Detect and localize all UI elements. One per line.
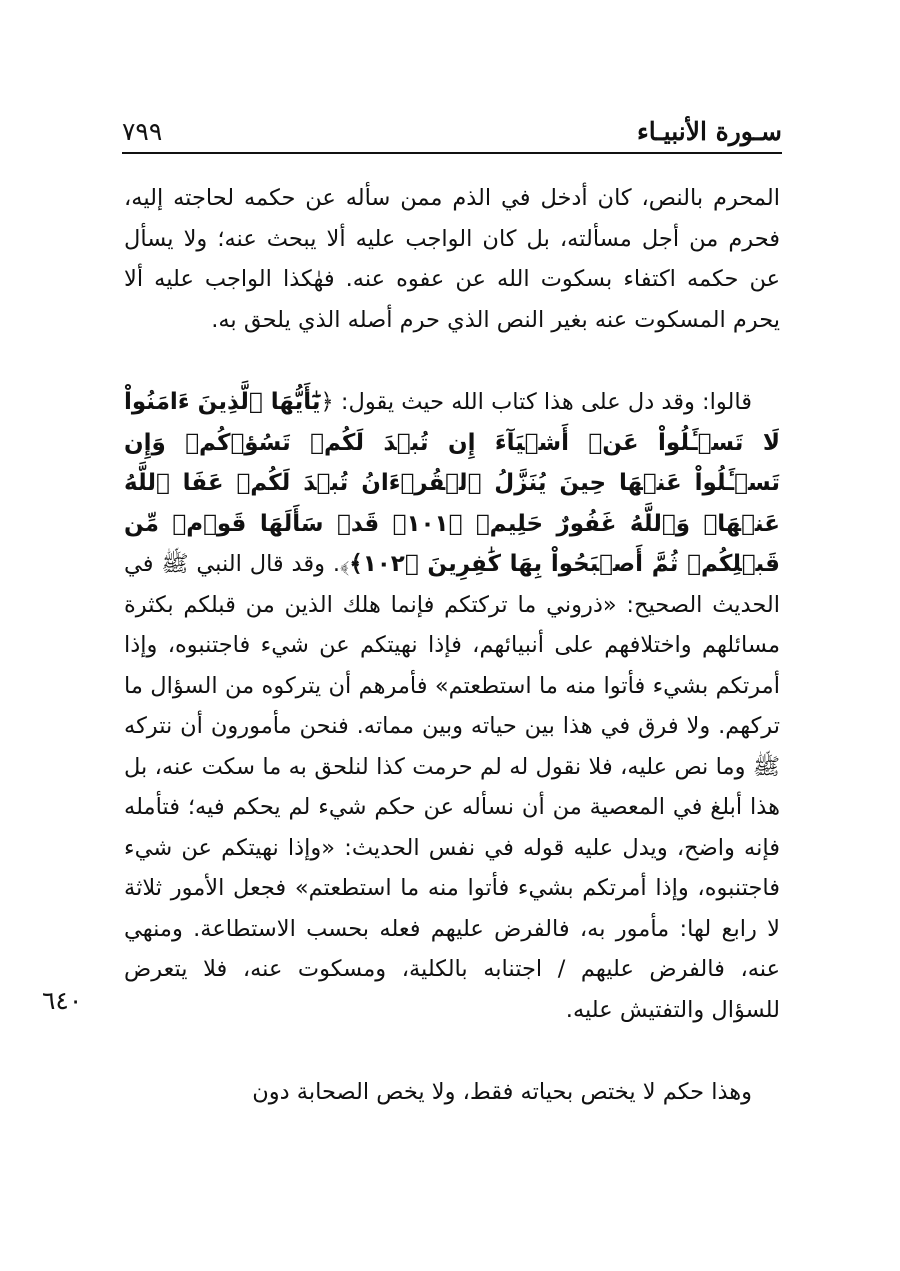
page-header [122,108,782,154]
paragraph-1: المحرم بالنص، كان أدخل في الذم ممن سأله عن حكمه لحاجته إليه، فحرم من أجل مسألته، بل كان الواجب عليه ألا يبحث عنه؛ ولا يسأل عن حكمه اكتفاء بسكوت الله عن عفوه عنه. فهٰكذا الواجب عليه ألا يحرم المسكوت عنه بغير النص الذي حرم أصله الذي يلحق به. [124,185,780,333]
quran-verse: يَٰٓأَيُّهَا ٱلَّذِينَ ءَامَنُواْ لَا تَسۡـَٔلُواْ عَنۡ أَشۡيَآءَ إِن تُبۡدَ لَكُمۡ تَسُؤۡكُمۡ وَإِن تَسۡـَٔلُواْ عَنۡهَا حِينَ يُنَزَّلُ ٱلۡقُرۡءَانُ تُبۡدَ لَكُمۡ عَفَا ٱللَّهُ عَنۡهَاۗ وَٱللَّهُ غَفُورٌ حَلِيمٞ ﴿١٠١﴾ قَدۡ سَأَلَهَا قَوۡمٞ مِّن قَبۡلِكُمۡ ثُمَّ أَصۡبَحُواْ بِهَا كَٰفِرِينَ ﴿١٠٢﴾ [124,389,780,577]
paragraph-2 [124,382,780,1030]
surah-title: سـورة الأنبيـاء [636,117,782,146]
paragraph-2-rest: ﴾. وقد قال النبي ﷺ في الحديث الصحيح: «ذروني ما تركتكم فإنما هلك الذين من قبلكم بكثرة مسائلهم واختلافهم على أنبيائهم، فإذا نهيتكم عن شيء فاجتنبوه، وإذا أمرتكم بشيء فأتوا منه ما استطعتم» فأمرهم أن يتركوه من السؤال ما تركهم. ولا فرق في هذا بين حياته وبين مماته. فنحن مأمورون أن نتركه ﷺ وما نص عليه، فلا نقول له لم حرمت كذا لنلحق به ما سكت عنه، بل هذا أبلغ في المعصية من أن نسأله عن حكم شيء لم يحكم فيه؛ فتأمله فإنه واضح، ويدل عليه قوله في نفس الحديث: «وإذا نهيتكم عن شيء فاجتنبوه، وإذا أمرتكم بشيء فأتوا منه ما استطعتم» فجعل الأمور ثلاثة لا رابع لها: مأمور به، فالفرض عليهم فعله بحسب الاستطاعة. ومنهي عنه، فالفرض عليهم / اجتنابه بالكلية، ومسكوت عنه، فلا يتعرض للسؤال والتفتيش عليه. [124,551,780,1023]
page-body [124,178,780,1113]
paragraph-2-intro: قالوا: وقد دل على هذا كتاب الله حيث يقول: ﴿ [320,389,752,415]
margin-page-reference: ٦٤٠ [42,986,83,1015]
paragraph-3: وهذا حكم لا يختص بحياته فقط، ولا يخص الصحابة دون [252,1079,752,1105]
page-number: ٧٩٩ [122,117,163,146]
